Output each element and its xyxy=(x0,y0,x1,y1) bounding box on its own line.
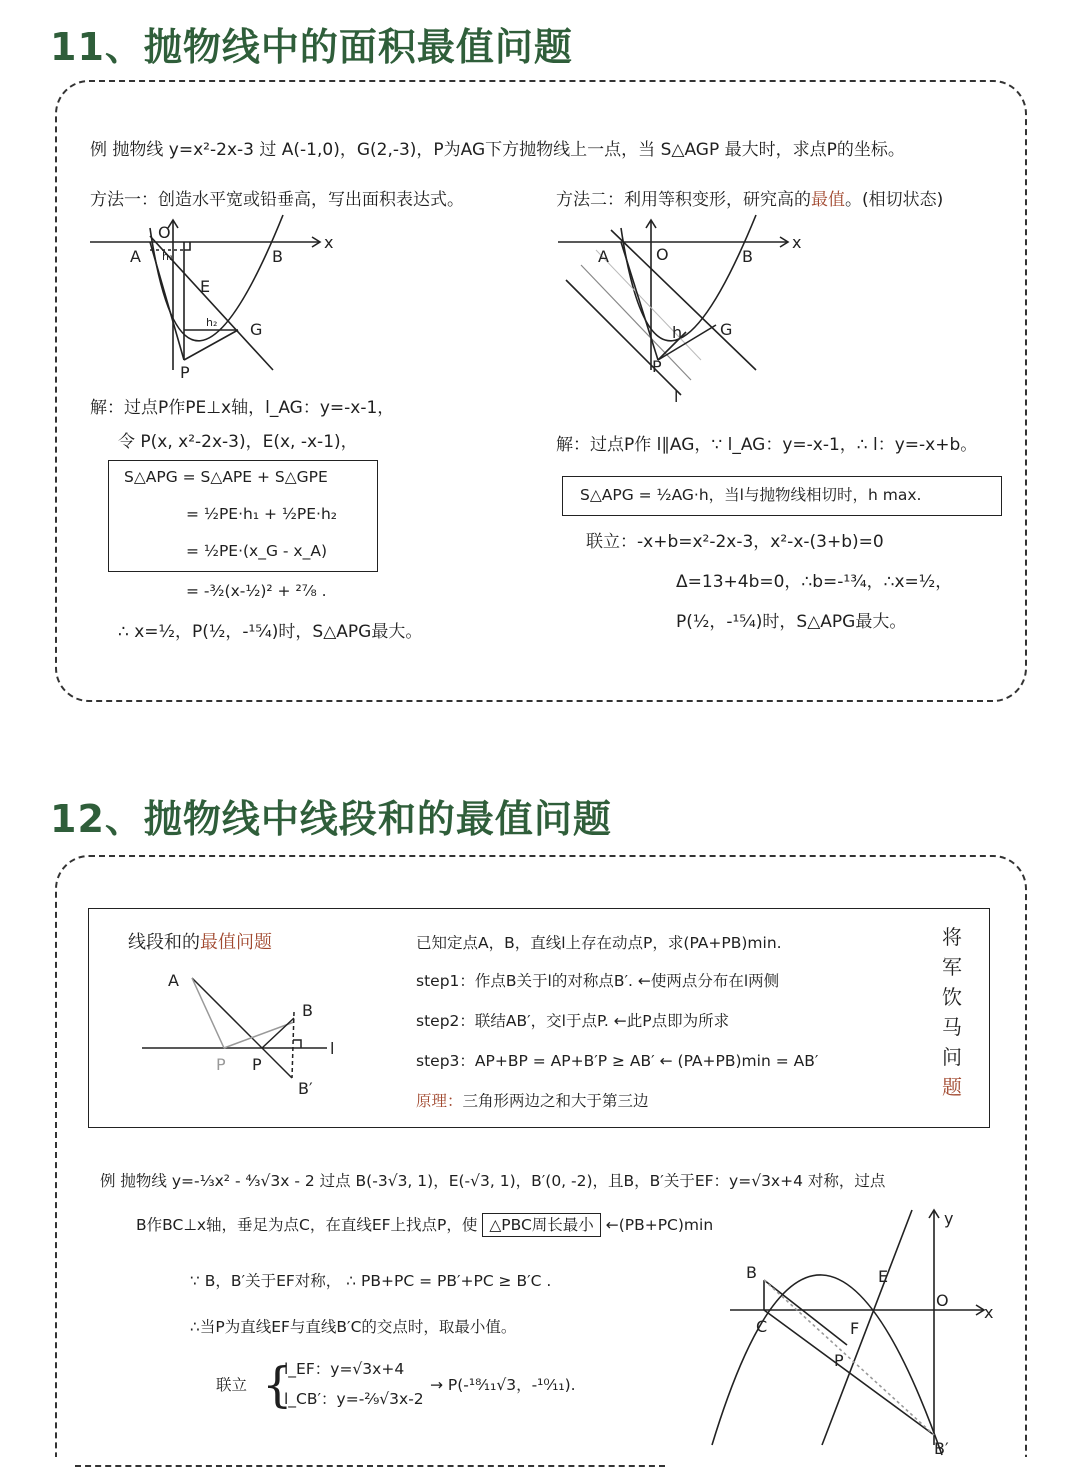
example-12-system-eq1: l_EF：y=√3x+4 xyxy=(284,1360,405,1378)
label-h: h xyxy=(672,323,683,342)
label-E: E xyxy=(200,277,211,296)
segment-AP-gray xyxy=(192,978,224,1048)
label-A: A xyxy=(598,247,609,266)
label-O: O xyxy=(158,223,171,242)
method1-box-line1: S△APG = S△APE + S△GPE xyxy=(124,468,328,486)
method2-heading xyxy=(556,190,943,210)
label-P: P xyxy=(652,357,662,376)
side-char: 军 xyxy=(942,955,962,979)
side-char: 问 xyxy=(942,1045,962,1069)
example-12-system-eq2: l_CB′：y=-²⁄₉√3x-2 xyxy=(284,1390,424,1408)
method2-solution-line3: Δ=13+4b=0，∴b=-¹³⁄₄，∴x=½， xyxy=(676,572,953,592)
label-B: B xyxy=(272,247,283,266)
label-B: B xyxy=(302,1001,313,1020)
concept-step1: step1：作点B关于l的对称点B′. ←使两点分布在l两侧 xyxy=(416,972,780,990)
section-11-title: 11、抛物线中的面积最值问题 xyxy=(50,25,573,69)
label-x: x xyxy=(792,233,802,252)
example-12-graph xyxy=(722,1210,992,1460)
method2-solution-line4: P(½，-¹⁵⁄₄)时，S△APG最大。 xyxy=(676,612,907,632)
section-12-bottom-dash xyxy=(75,1465,665,1467)
segment-B-B-prime-dash xyxy=(764,1280,934,1435)
side-char: 马 xyxy=(942,1015,962,1039)
parabola-curve xyxy=(712,1275,942,1455)
side-title-vertical xyxy=(938,922,966,1102)
concept-graph xyxy=(142,970,352,1100)
label-y: y xyxy=(944,1209,954,1228)
concept-subtitle-pre: 线段和的 xyxy=(128,932,200,953)
example-12-boxed-goal: △PBC周长最小 xyxy=(482,1213,600,1237)
segment-PB xyxy=(262,1018,294,1048)
method2-graph xyxy=(556,220,816,405)
method2-heading-highlight: 最值 xyxy=(811,190,845,210)
method2-solution-line2: 联立：-x+b=x²-2x-3，x²-x-(3+b)=0 xyxy=(586,532,884,552)
concept-subtitle-highlight: 最值问题 xyxy=(200,932,272,953)
method1-solution-line4: ∴ x=½，P(½，-¹⁵⁄₄)时，S△APG最大。 xyxy=(118,622,423,642)
label-F: F xyxy=(850,1319,860,1338)
example-12-lianli: 联立 xyxy=(216,1376,248,1394)
method1-solution-line2: 令 P(x, x²-2x-3)，E(x, -x-1)， xyxy=(118,432,358,452)
segment-PG xyxy=(658,325,716,360)
example-11-statement: 例 抛物线 y=x²-2x-3 过 A(-1,0)，G(2,-3)，P为AG下方抛物线上一点，当 S△AGP 最大时，求点P的坐标。 xyxy=(90,140,905,160)
segment-BP xyxy=(764,1280,847,1345)
section-11-panel xyxy=(55,80,1027,702)
concept-step3: step3：AP+BP = AP+B′P ≥ AB′ ← (PA+PB)min = AB′ xyxy=(416,1052,819,1070)
concept-principle-label: 原理： xyxy=(416,1092,463,1110)
method1-box-line2: = ½PE·h₁ + ½PE·h₂ xyxy=(186,505,338,523)
method1-box-line3: = ½PE·(x_G - x_A) xyxy=(186,542,328,560)
parabola-curve xyxy=(621,215,756,341)
label-A: A xyxy=(168,971,179,990)
label-x: x xyxy=(324,233,334,252)
side-char: 题 xyxy=(942,1075,962,1099)
concept-step2: step2：联结AB′，交l于点P. ←此P点即为所求 xyxy=(416,1012,730,1030)
system-brace: { xyxy=(262,1357,293,1413)
label-B-prime: B′ xyxy=(298,1079,313,1098)
concept-principle xyxy=(416,1092,649,1111)
concept-principle-text: 三角形两边之和大于第三边 xyxy=(462,1092,649,1110)
example-12-line2-pre: B作BC⊥x轴，垂足为点C，在直线EF上找点P，使 xyxy=(136,1216,478,1234)
side-char: 饮 xyxy=(942,985,962,1009)
label-B: B xyxy=(746,1263,757,1282)
example-12-result: → P(-¹⁸⁄₁₁√3，-¹⁰⁄₁₁). xyxy=(430,1376,576,1394)
method2-heading-post: 。(相切状态) xyxy=(845,190,944,210)
method1-heading: 方法一：创造水平宽或铅垂高，写出面积表达式。 xyxy=(90,190,464,210)
label-A: A xyxy=(130,247,141,266)
label-x: x xyxy=(984,1303,994,1322)
label-P: P xyxy=(834,1351,844,1370)
method1-solution-line1: 解：过点P作PE⊥x轴，l_AG：y=-x-1， xyxy=(90,398,395,418)
example-12-line2 xyxy=(136,1216,713,1235)
label-l: l xyxy=(674,387,679,406)
label-C: C xyxy=(756,1317,768,1336)
method1-solution-line3: = -³⁄₂(x-½)² + ²⁷⁄₈ . xyxy=(186,582,327,600)
concept-given: 已知定点A，B，直线l上存在动点P，求(PA+PB)min. xyxy=(416,934,782,952)
label-P: P xyxy=(180,363,190,382)
tangent-line-l xyxy=(566,280,681,395)
method2-heading-pre: 方法二：利用等积变形，研究高的 xyxy=(556,190,811,210)
label-B-prime: B′ xyxy=(934,1439,949,1458)
label-h2: h₂ xyxy=(206,316,218,329)
line-AG xyxy=(611,230,756,370)
label-B: B xyxy=(742,247,753,266)
label-P-gray: P xyxy=(216,1055,226,1074)
segment-AP xyxy=(621,242,658,360)
example-12-sol1: ∵ B，B′关于EF对称， ∴ PB+PC = PB′+PC ≥ B′C . xyxy=(190,1272,552,1290)
section-12-title: 12、抛物线中线段和的最值问题 xyxy=(50,797,612,841)
label-E: E xyxy=(878,1267,889,1286)
right-angle-mark xyxy=(293,1040,301,1048)
segment-PG xyxy=(184,330,238,360)
method2-box-text: S△APG = ½AG·h，当l与抛物线相切时，h max. xyxy=(580,486,922,504)
label-P: P xyxy=(252,1055,262,1074)
label-G: G xyxy=(250,320,263,339)
example-12-line1: 例 抛物线 y=-⅓x² - ⁴⁄₃√3x - 2 过点 B(-3√3, 1)，E(-√3, 1)，B′(0, -2)，且B，B′关于EF：y=√3x+4 对称，过点 xyxy=(100,1172,886,1190)
example-12-sol2: ∴当P为直线EF与直线B′C的交点时，取最小值。 xyxy=(190,1318,517,1336)
example-12-line2-post: ←(PB+PC)min xyxy=(605,1216,714,1234)
label-h1: h₁ xyxy=(162,250,174,263)
label-O: O xyxy=(936,1291,949,1310)
concept-subtitle xyxy=(128,932,272,954)
label-l: l xyxy=(330,1039,335,1058)
label-G: G xyxy=(720,320,733,339)
label-O: O xyxy=(656,245,669,264)
right-angle-mark xyxy=(184,242,190,250)
method1-graph xyxy=(88,220,348,380)
side-char: 将 xyxy=(942,925,962,949)
method2-solution-line1: 解：过点P作 l∥AG，∵ l_AG：y=-x-1，∴ l：y=-x+b。 xyxy=(556,435,978,455)
